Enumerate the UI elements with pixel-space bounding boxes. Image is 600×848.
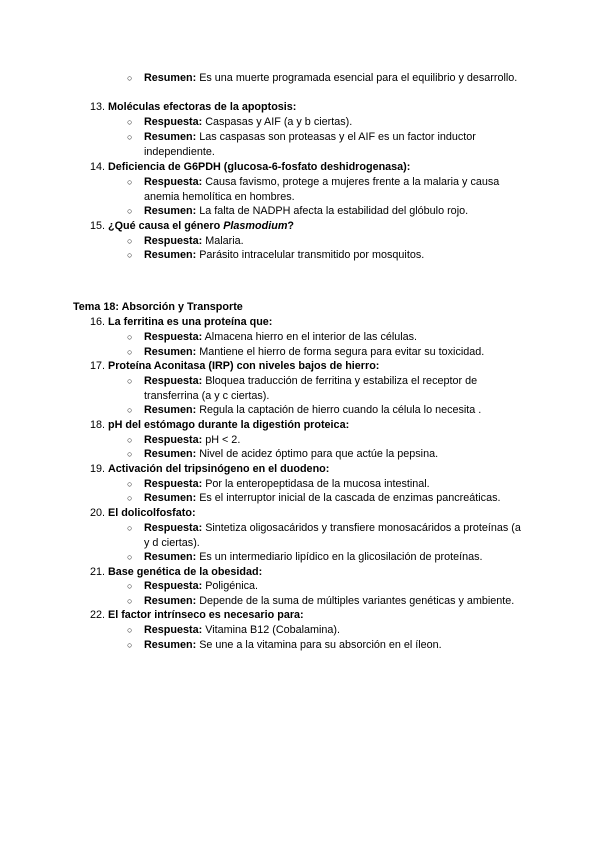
respuesta-label: Respuesta:: [144, 580, 203, 592]
question-15: [90, 219, 560, 234]
resumen-text: Es una muerte programada esencial para el equilibrio y desarrollo.: [199, 72, 518, 84]
respuesta-label: Respuesta:: [144, 522, 203, 534]
resumen-label: Resumen:: [144, 639, 197, 651]
respuesta-text: Caspasas y AIF (a y b ciertas).: [205, 116, 353, 128]
title-post: ?: [287, 220, 295, 232]
bullet-icon: ○: [127, 581, 133, 591]
bullet-icon: ○: [127, 236, 133, 246]
bullet-icon: ○: [127, 376, 133, 386]
bullet-icon: ○: [127, 250, 133, 260]
respuesta-text: Poligénica.: [205, 580, 259, 592]
respuesta-text: pH < 2.: [205, 434, 241, 446]
bullet-icon: ○: [127, 177, 133, 187]
resumen-item-12: [144, 71, 524, 86]
respuesta-text: Causa favismo, protege a mujeres frente a la malaria y causa anemia hemolítica en hombres.: [144, 176, 500, 203]
bullet-icon: ○: [127, 640, 133, 650]
bullet-icon: ○: [127, 117, 133, 127]
resumen-label: Resumen:: [144, 72, 197, 84]
respuesta-item-14: [144, 175, 524, 204]
resumen-text: Parásito intracelular transmitido por mosquitos.: [199, 249, 425, 261]
title-italic: Plasmodium: [223, 220, 288, 232]
question-title: Base genética de la obesidad:: [108, 566, 263, 578]
respuesta-text: Almacena hierro en el interior de las células.: [204, 331, 418, 343]
question-number: 18.: [90, 419, 106, 431]
question-17: [90, 359, 560, 374]
respuesta-item-16: [144, 330, 524, 345]
respuesta-item-21: [144, 579, 524, 594]
question-number: 15.: [90, 220, 106, 232]
bullet-icon: ○: [127, 493, 133, 503]
bullet-icon: ○: [127, 596, 133, 606]
resumen-text: Es el interruptor inicial de la cascada de enzimas pancreáticas.: [199, 492, 501, 504]
bullet-icon: ○: [127, 73, 133, 83]
question-title: Proteína Aconitasa (IRP) con niveles bajos de hierro:: [108, 360, 380, 372]
resumen-label: Resumen:: [144, 205, 197, 217]
resumen-item-16: [144, 345, 544, 360]
section-title: Tema 18: Absorción y Transporte: [73, 301, 243, 313]
respuesta-item-22: [144, 623, 524, 638]
resumen-text: Se une a la vitamina para su absorción en el íleon.: [199, 639, 442, 651]
section-heading: [73, 300, 243, 315]
question-19: [90, 462, 560, 477]
question-title: Moléculas efectoras de la apoptosis:: [108, 101, 297, 113]
respuesta-text: Bloquea traducción de ferritina y estabiliza el receptor de transferrina (a y c ciertas).: [144, 375, 478, 402]
question-number: 13.: [90, 101, 106, 113]
resumen-item-20: [144, 550, 544, 565]
question-number: 17.: [90, 360, 106, 372]
resumen-text: Las caspasas son proteasas y el AIF es un factor inductor independiente.: [144, 131, 476, 158]
resumen-item-17: [144, 403, 544, 418]
respuesta-item-17: [144, 374, 524, 403]
respuesta-text: Malaria.: [205, 235, 244, 247]
question-title: La ferritina es una proteína que:: [108, 316, 273, 328]
question-title: Deficiencia de G6PDH (glucosa-6-fosfato deshidrogenasa):: [108, 161, 411, 173]
respuesta-item-18: [144, 433, 524, 448]
respuesta-text: Por la enteropeptidasa de la mucosa intestinal.: [205, 478, 430, 490]
resumen-label: Resumen:: [144, 551, 197, 563]
respuesta-label: Respuesta:: [144, 624, 203, 636]
bullet-icon: ○: [127, 132, 133, 142]
question-13: [90, 100, 560, 115]
resumen-label: Resumen:: [144, 131, 197, 143]
bullet-icon: ○: [127, 625, 133, 635]
question-18: [90, 418, 560, 433]
resumen-text: Regula la captación de hierro cuando la célula lo necesita .: [199, 404, 482, 416]
respuesta-item-19: [144, 477, 524, 492]
question-number: 20.: [90, 507, 106, 519]
resumen-item-15: [144, 248, 524, 263]
question-20: [90, 506, 560, 521]
bullet-icon: ○: [127, 347, 133, 357]
resumen-label: Resumen:: [144, 492, 197, 504]
question-16: [90, 315, 560, 330]
question-number: 19.: [90, 463, 106, 475]
resumen-item-18: [144, 447, 524, 462]
respuesta-text: Vitamina B12 (Cobalamina).: [205, 624, 341, 636]
respuesta-item-13: [144, 115, 524, 130]
question-21: [90, 565, 560, 580]
bullet-icon: ○: [127, 332, 133, 342]
respuesta-label: Respuesta:: [144, 176, 203, 188]
question-title: El factor intrínseco es necesario para:: [108, 609, 304, 621]
resumen-label: Resumen:: [144, 448, 197, 460]
resumen-text: La falta de NADPH afecta la estabilidad del glóbulo rojo.: [199, 205, 469, 217]
resumen-label: Resumen:: [144, 346, 197, 358]
question-title: El dolicolfosfato:: [108, 507, 196, 519]
resumen-item-22: [144, 638, 524, 653]
resumen-item-21: [144, 594, 564, 609]
resumen-text: Nivel de acidez óptimo para que actúe la pepsina.: [199, 448, 439, 460]
question-title: pH del estómago durante la digestión proteica:: [108, 419, 350, 431]
respuesta-text: Sintetiza oligosacáridos y transfiere monosacáridos a proteínas (a y d ciertas).: [144, 522, 521, 549]
resumen-item-19: [144, 491, 544, 506]
resumen-text: Mantiene el hierro de forma segura para evitar su toxicidad.: [199, 346, 485, 358]
respuesta-label: Respuesta:: [144, 331, 203, 343]
title-pre: ¿Qué causa el género: [108, 220, 224, 232]
bullet-icon: ○: [127, 449, 133, 459]
question-14: [90, 160, 560, 175]
bullet-icon: ○: [127, 523, 133, 533]
respuesta-label: Respuesta:: [144, 478, 203, 490]
resumen-label: Resumen:: [144, 249, 197, 261]
bullet-icon: ○: [127, 405, 133, 415]
resumen-item-13: [144, 130, 524, 159]
question-number: 16.: [90, 316, 106, 328]
resumen-label: Resumen:: [144, 404, 197, 416]
respuesta-label: Respuesta:: [144, 116, 203, 128]
resumen-text: Depende de la suma de múltiples variantes genéticas y ambiente.: [199, 595, 515, 607]
resumen-label: Resumen:: [144, 595, 197, 607]
question-number: 21.: [90, 566, 106, 578]
respuesta-label: Respuesta:: [144, 235, 203, 247]
question-number: 14.: [90, 161, 106, 173]
question-22: [90, 608, 560, 623]
bullet-icon: ○: [127, 435, 133, 445]
question-title: Activación del tripsinógeno en el duodeno:: [108, 463, 330, 475]
respuesta-label: Respuesta:: [144, 434, 203, 446]
bullet-icon: ○: [127, 552, 133, 562]
respuesta-label: Respuesta:: [144, 375, 203, 387]
resumen-item-14: [144, 204, 524, 219]
question-title: [108, 220, 294, 232]
bullet-icon: ○: [127, 479, 133, 489]
respuesta-item-20: [144, 521, 524, 550]
respuesta-item-15: [144, 234, 524, 249]
bullet-icon: ○: [127, 206, 133, 216]
resumen-text: Es un intermediario lipídico en la glicosilación de proteínas.: [199, 551, 483, 563]
question-number: 22.: [90, 609, 106, 621]
